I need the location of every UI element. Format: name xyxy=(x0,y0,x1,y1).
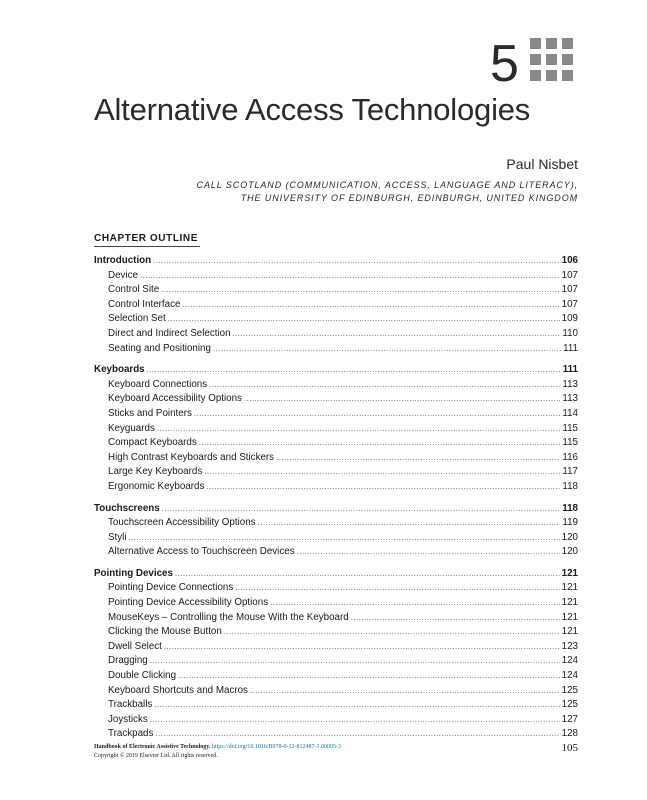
toc-subsection-entry[interactable] xyxy=(94,298,578,313)
toc-dot-leader xyxy=(351,611,560,626)
toc-subsection-entry[interactable] xyxy=(94,480,578,495)
toc-dot-leader xyxy=(168,312,560,327)
toc-entry-page: 121 xyxy=(561,611,578,623)
toc-section-entry[interactable] xyxy=(94,363,578,378)
toc-entry-label: Dwell Select xyxy=(108,640,162,652)
toc-subsection-entry[interactable] xyxy=(94,312,578,327)
toc-entry-label: Keyboards xyxy=(94,364,145,376)
toc-entry-label: Control Interface xyxy=(108,298,181,310)
toc-dot-leader xyxy=(140,269,560,284)
toc-entry-label: Compact Keyboards xyxy=(108,437,197,449)
toc-entry-label: Styli xyxy=(108,531,127,543)
outline-heading-underline xyxy=(94,246,200,247)
toc-entry-page: 121 xyxy=(561,597,578,609)
toc-entry-page: 118 xyxy=(562,502,578,514)
footer-citation xyxy=(94,743,341,761)
toc-dot-leader xyxy=(199,436,561,451)
toc-entry-page: 110 xyxy=(562,327,578,339)
toc-dot-leader xyxy=(270,596,560,611)
toc-dot-leader xyxy=(235,581,559,596)
toc-entry-label: Selection Set xyxy=(108,313,166,325)
chapter-title: Alternative Access Technologies xyxy=(94,92,531,127)
toc-entry-label: Control Site xyxy=(108,284,160,296)
toc-subsection-entry[interactable] xyxy=(94,378,578,393)
toc-dot-leader xyxy=(276,451,560,466)
toc-dot-leader xyxy=(194,407,561,422)
toc-dot-leader xyxy=(154,698,559,713)
toc-subsection-entry[interactable] xyxy=(94,596,578,611)
toc-entry-label: Pointing Device Connections xyxy=(108,582,234,594)
toc-subsection-entry[interactable] xyxy=(94,727,578,742)
toc-entry-page: 124 xyxy=(561,655,578,667)
chapter-outline-heading: CHAPTER OUTLINE xyxy=(94,233,198,244)
toc-entry-page: 116 xyxy=(562,451,578,463)
toc-entry-page: 111 xyxy=(562,364,578,376)
toc-entry-page: 111 xyxy=(563,342,578,354)
page-number: 105 xyxy=(561,742,578,754)
toc-subsection-entry[interactable] xyxy=(94,669,578,684)
toc-entry-label: Joysticks xyxy=(108,713,148,725)
toc-dot-leader xyxy=(250,684,560,699)
chapter-number: 5 xyxy=(490,35,519,93)
toc-dot-leader xyxy=(209,378,560,393)
toc-entry-label: Pointing Devices xyxy=(94,567,173,579)
toc-entry-page: 120 xyxy=(561,546,578,558)
toc-entry-page: 107 xyxy=(561,298,578,310)
author-name: Paul Nisbet xyxy=(506,156,578,172)
toc-dot-leader xyxy=(182,298,559,313)
toc-entry-label: Dragging xyxy=(108,655,148,667)
toc-dot-leader xyxy=(162,502,560,517)
toc-subsection-entry[interactable] xyxy=(94,713,578,728)
toc-entry-label: Introduction xyxy=(94,255,152,266)
toc-entry-page: 121 xyxy=(561,567,578,579)
toc-subsection-entry[interactable] xyxy=(94,625,578,640)
toc-subsection-entry[interactable] xyxy=(94,422,578,437)
toc-subsection-entry[interactable] xyxy=(94,436,578,451)
toc-entry-label: Large Key Keyboards xyxy=(108,466,203,478)
toc-subsection-entry[interactable] xyxy=(94,581,578,596)
toc-entry-label: Sticks and Pointers xyxy=(108,407,192,419)
toc-dot-leader xyxy=(150,654,560,669)
toc-entry-page: 128 xyxy=(561,728,578,740)
table-of-contents xyxy=(94,254,578,742)
toc-dot-leader xyxy=(233,327,561,342)
chapter-decoration-squares-icon xyxy=(530,38,578,86)
toc-section-entry[interactable] xyxy=(94,502,578,517)
toc-entry-page: 114 xyxy=(562,407,578,419)
toc-subsection-entry[interactable] xyxy=(94,283,578,298)
toc-entry-page: 125 xyxy=(561,684,578,696)
toc-dot-leader xyxy=(175,567,560,582)
toc-section-entry[interactable] xyxy=(94,567,578,582)
toc-dot-leader xyxy=(258,516,561,531)
toc-entry-page: 118 xyxy=(562,480,578,492)
toc-entry-label: Ergonomic Keyboards xyxy=(108,480,205,492)
toc-dot-leader xyxy=(224,625,560,640)
toc-entry-page: 115 xyxy=(562,422,578,434)
toc-entry-label: Touchscreen Accessibility Options xyxy=(108,517,256,529)
toc-dot-leader xyxy=(150,713,560,728)
toc-entry-label: High Contrast Keyboards and Stickers xyxy=(108,451,275,463)
toc-subsection-entry[interactable] xyxy=(94,327,578,342)
toc-subsection-entry[interactable] xyxy=(94,392,578,407)
toc-section-entry[interactable] xyxy=(94,254,578,269)
toc-entry-label: Clicking the Mouse Button xyxy=(108,626,222,638)
toc-dot-leader xyxy=(204,465,560,480)
toc-dot-leader xyxy=(206,480,560,495)
toc-entry-page: 109 xyxy=(561,313,578,325)
toc-entry-label: Touchscreens xyxy=(94,502,160,514)
toc-dot-leader xyxy=(164,640,560,655)
toc-subsection-entry[interactable] xyxy=(94,654,578,669)
toc-entry-label: Seating and Positioning xyxy=(108,342,211,354)
toc-entry-label: Keyboard Connections xyxy=(108,378,208,390)
toc-subsection-entry[interactable] xyxy=(94,516,578,531)
footer-doi-link[interactable]: https://doi.org/10.1016/B978-0-12-812487-1.00005-3 xyxy=(211,744,341,750)
toc-subsection-entry[interactable] xyxy=(94,611,578,626)
toc-subsection-entry[interactable] xyxy=(94,698,578,713)
toc-entry-page: 123 xyxy=(561,640,578,652)
toc-entry-page: 106 xyxy=(561,255,578,266)
toc-entry-label: Alternative Access to Touchscreen Devices xyxy=(108,546,295,558)
toc-entry-page: 117 xyxy=(562,466,578,478)
toc-dot-leader xyxy=(161,283,559,298)
toc-subsection-entry[interactable] xyxy=(94,407,578,422)
author-affiliation-line-1: CALL SCOTLAND (COMMUNICATION, ACCESS, LANGUAGE AND LITERACY), xyxy=(196,180,578,190)
toc-dot-leader xyxy=(129,531,560,546)
toc-entry-label: Keyboard Accessibility Options xyxy=(108,393,242,405)
toc-subsection-entry[interactable] xyxy=(94,531,578,546)
toc-subsection-entry[interactable] xyxy=(94,465,578,480)
toc-entry-page: 121 xyxy=(561,582,578,594)
toc-subsection-entry[interactable] xyxy=(94,684,578,699)
toc-entry-label: Trackpads xyxy=(108,728,154,740)
toc-dot-leader xyxy=(297,545,560,560)
toc-entry-page: 121 xyxy=(561,626,578,638)
toc-entry-label: Keyguards xyxy=(108,422,155,434)
toc-entry-label: Double Clicking xyxy=(108,670,177,682)
toc-subsection-entry[interactable] xyxy=(94,269,578,284)
toc-entry-label: Trackballs xyxy=(108,699,153,711)
toc-entry-label: Device xyxy=(108,269,138,281)
toc-entry-page: 107 xyxy=(561,284,578,296)
toc-subsection-entry[interactable] xyxy=(94,545,578,560)
toc-dot-leader xyxy=(213,342,561,357)
author-affiliation-line-2: THE UNIVERSITY OF EDINBURGH, EDINBURGH, UNITED KINGDOM xyxy=(240,193,578,203)
toc-dot-leader xyxy=(244,392,560,407)
toc-dot-leader xyxy=(153,254,560,269)
toc-entry-page: 127 xyxy=(561,713,578,725)
toc-subsection-entry[interactable] xyxy=(94,451,578,466)
toc-dot-leader xyxy=(178,669,560,684)
footer-copyright: Copyright © 2019 Elsevier Ltd. All rights reserved. xyxy=(94,753,218,759)
toc-entry-page: 113 xyxy=(562,378,578,390)
toc-entry-page: 125 xyxy=(561,699,578,711)
toc-entry-label: Keyboard Shortcuts and Macros xyxy=(108,684,248,696)
toc-entry-label: Direct and Indirect Selection xyxy=(108,327,231,339)
toc-entry-page: 113 xyxy=(562,393,578,405)
toc-entry-label: Pointing Device Accessibility Options xyxy=(108,597,269,609)
toc-subsection-entry[interactable] xyxy=(94,342,578,357)
toc-subsection-entry[interactable] xyxy=(94,640,578,655)
toc-entry-page: 124 xyxy=(561,670,578,682)
toc-dot-leader xyxy=(157,422,561,437)
footer-book-title: Handbook of Electronic Assistive Technology. xyxy=(94,744,211,750)
toc-dot-leader xyxy=(147,363,561,378)
toc-dot-leader xyxy=(155,727,559,742)
toc-entry-page: 119 xyxy=(562,517,578,529)
toc-entry-page: 107 xyxy=(561,269,578,281)
toc-entry-page: 115 xyxy=(562,437,578,449)
toc-entry-page: 120 xyxy=(561,531,578,543)
toc-entry-label: MouseKeys – Controlling the Mouse With the Keyboard xyxy=(108,611,349,623)
